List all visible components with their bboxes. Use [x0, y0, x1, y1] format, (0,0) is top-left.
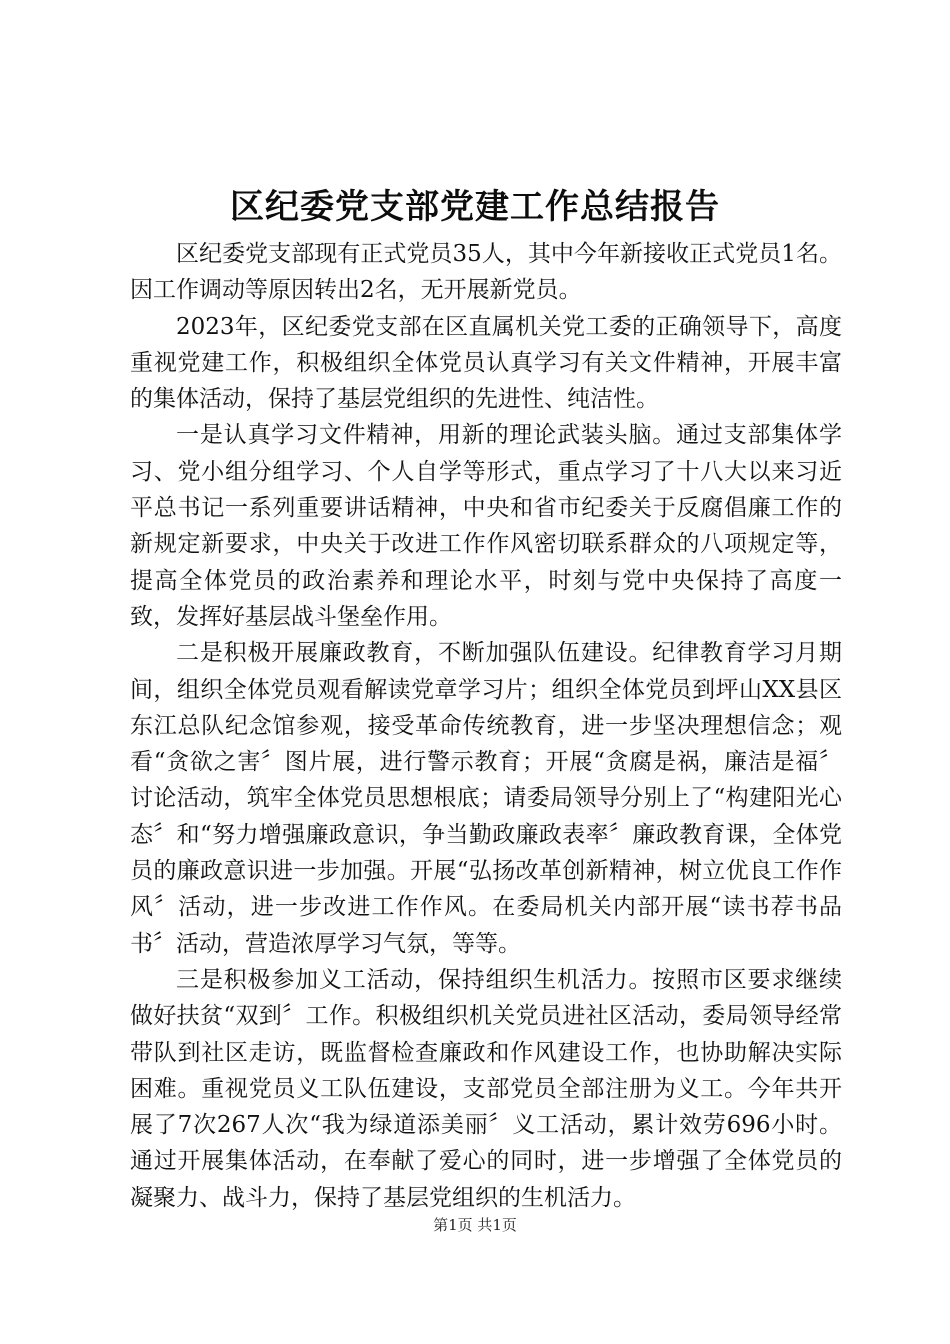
paragraph-membership: 区纪委党支部现有正式党员35人，其中今年新接收正式党员1名。因工作调动等原因转出2名，无开展新党员。	[130, 241, 842, 304]
paragraph-integrity-education: 二是积极开展廉政教育，不断加强队伍建设。纪律教育学习月期间，组织全体党员观看解读党章学习片；组织全体党员到坪山XX县区东江总队纪念馆参观，接受革命传统教育，进一步坚决理想信念；观看“贪欲之害〞图片展，进行警示教育；开展“贪腐是祸，廉洁是福〞讨论活动，筑牢全体党员思想根底；请委局领导分别上了“构建阳光心态〞和“努力增强廉政意识，争当勤政廉政表率〞廉政教育课，全体党员的廉政意识进一步加强。开展“弘扬改革创新精神，树立优良工作作风〞活动，进一步改进工作作风。在委局机关内部开展“读书荐书品书〞活动，营造浓厚学习气氛，等等。	[130, 640, 842, 957]
paragraph-overview: 2023年，区纪委党支部在区直属机关党工委的正确领导下，高度重视党建工作，积极组织全体党员认真学习有关文件精神，开展丰富的集体活动，保持了基层党组织的先进性、纯洁性。	[130, 313, 842, 413]
paragraph-study: 一是认真学习文件精神，用新的理论武装头脑。通过支部集体学习、党小组分组学习、个人自学等形式，重点学习了十八大以来习近平总书记一系列重要讲话精神，中央和省市纪委关于反腐倡廉工作的新规定新要求，中央关于改进工作作风密切联系群众的八项规定等，提高全体党员的政治素养和理论水平，时刻与党中央保持了高度一致，发挥好基层战斗堡垒作用。	[130, 422, 842, 630]
document-title: 区纪委党支部党建工作总结报告	[230, 187, 720, 227]
page-footer: 第1页 共1页	[433, 1216, 517, 1234]
paragraph-volunteer: 三是积极参加义工活动，保持组织生机活力。按照市区要求继续做好扶贫“双到〞工作。积极组织机关党员进社区活动，委局领导经常带队到社区走访，既监督检查廉政和作风建设工作，也协助解决实际困难。重视党员义工队伍建设，支部党员全部注册为义工。今年共开展了7次267人次“我为绿道添美丽〞义工活动，累计效劳696小时。通过开展集体活动，在奉献了爱心的同时，进一步增强了全体党员的凝聚力、战斗力，保持了基层党组织的生机活力。	[130, 966, 842, 1211]
document-body	[130, 236, 842, 1216]
